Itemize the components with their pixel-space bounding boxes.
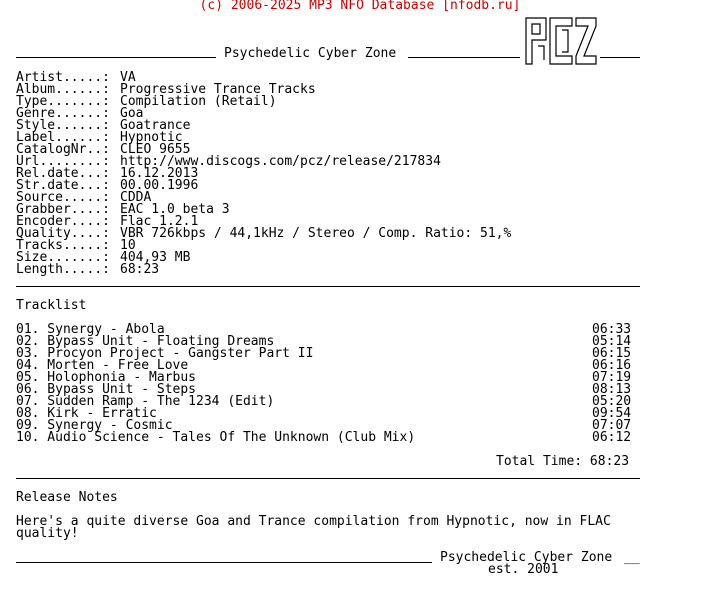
track-title: 06. Bypass Unit - Steps [16,382,197,397]
info-row [16,264,511,276]
info-value: Goa [120,106,144,121]
track-title: 10. Audio Science - Tales Of The Unknown (Club Mix) [16,430,416,445]
footer-est: est. 2001 [488,562,559,577]
release-notes-heading: Release Notes [16,490,118,505]
info-key: Quality....: [16,226,110,241]
info-value: Compilation (Retail) [120,94,277,109]
info-key: Source.....: [16,190,110,205]
total-time: 68:23 [589,454,630,469]
release-notes-text: Here's a quite diverse Goa and Trance compilation from Hypnotic, now in FLAC quality! [16,514,611,541]
info-value: CDDA [120,190,152,205]
info-value: 404,93 MB [120,250,191,265]
section-rule-notes [16,478,640,479]
track-title: 08. Kirk - Erratic [16,406,157,421]
info-key: Genre......: [16,106,110,121]
info-key: CatalogNr..: [16,142,110,157]
tracklist-heading: Tracklist [16,298,87,313]
footer-tail: __ [624,550,640,565]
footer-title: Psychedelic Cyber Zone [440,550,613,565]
info-key: Grabber....: [16,202,110,217]
tracklist [16,324,640,444]
header-rule-right [600,57,640,58]
track-title: 02. Bypass Unit - Floating Dreams [16,334,275,349]
footer-rule-left [16,562,432,563]
info-value: 00.00.1996 [120,178,199,193]
info-key: Album......: [16,82,110,97]
track-row [16,432,640,444]
track-title: 05. Holophonia - Marbus [16,370,197,385]
track-title: 03. Procyon Project - Gangster Part II [16,346,314,361]
info-value: Flac 1.2.1 [120,214,199,229]
info-key: Encoder....: [16,214,110,229]
track-title: 04. Morten - Free Love [16,358,189,373]
info-key: Label......: [16,130,110,145]
info-key: Type.......: [16,94,110,109]
info-key: Url........: [16,154,110,169]
info-key: Rel.date...: [16,166,110,181]
info-value: Hypnotic [120,130,183,145]
total-time-line [496,456,629,468]
track-time: 09:54 [592,406,632,421]
info-key: Str.date...: [16,178,110,193]
info-value: EAC 1.0 beta 3 [120,202,230,217]
info-value: 68:23 [120,262,160,277]
pcz-logo [524,16,598,66]
logo-text: PCZ [524,16,526,17]
track-time: 06:12 [592,430,632,445]
track-time: 06:16 [592,358,632,373]
track-time: 06:33 [592,322,632,337]
info-value: http://www.discogs.com/pcz/release/217834 [120,154,441,169]
track-time: 07:07 [592,418,632,433]
track-time: 05:20 [592,394,632,409]
header-title: Psychedelic Cyber Zone [224,46,397,61]
info-value: Goatrance [120,118,191,133]
info-key: Style......: [16,118,110,133]
track-title: 01. Synergy - Abola [16,322,165,337]
section-rule-tracklist [16,286,640,287]
info-value: Progressive Trance Tracks [120,82,316,97]
track-time: 06:15 [592,346,632,361]
track-title: 07. Sudden Ramp - The 1234 (Edit) [16,394,275,409]
track-title: 09. Synergy - Cosmic [16,418,173,433]
site-banner: (c) 2006-2025 MP3 NFO Database [nfodb.ru] [199,0,521,13]
info-key: Size.......: [16,250,110,265]
track-time: 07:19 [592,370,632,385]
info-key: Artist.....: [16,70,110,85]
header-rule-left [16,57,216,58]
info-value: 10 [120,238,136,253]
info-key: Length.....: [16,262,110,277]
track-time: 08:13 [592,382,632,397]
info-value: 16.12.2013 [120,166,199,181]
header-rule-mid [408,57,520,58]
info-block [16,72,511,276]
info-value: VA [120,70,136,85]
info-value: VBR 726kbps / 44,1kHz / Stereo / Comp. Ratio: 51,% [120,226,512,241]
track-time: 05:14 [592,334,632,349]
info-key: Tracks.....: [16,238,110,253]
total-label: Total Time: [496,454,583,469]
info-value: CLEO 9655 [120,142,191,157]
